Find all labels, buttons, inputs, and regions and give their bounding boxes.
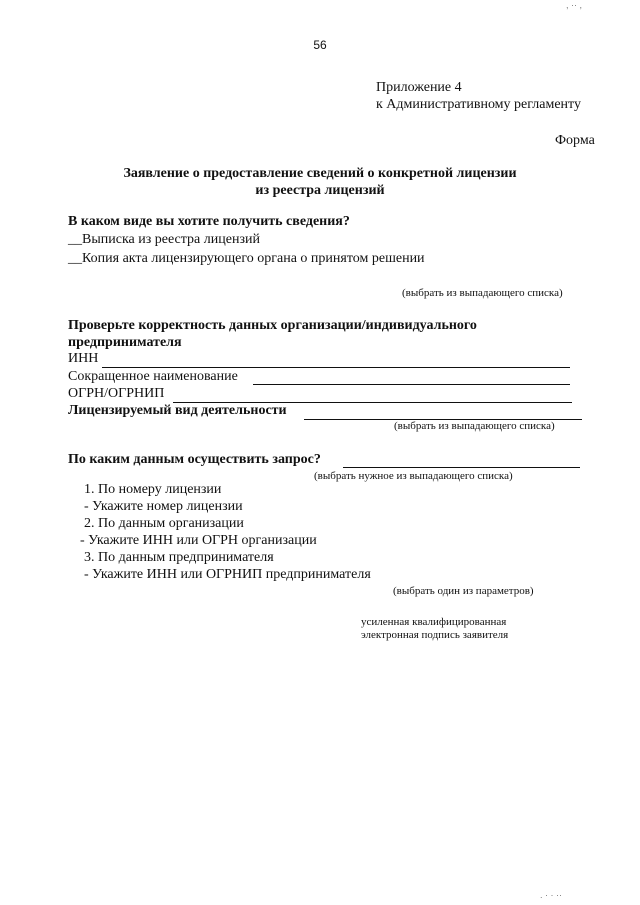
organization-instruction: - Укажите ИНН или ОГРН организации xyxy=(80,533,317,548)
short-name-label: Сокращенное наименование xyxy=(68,369,238,384)
section2-hint: (выбрать из выпадающего списка) xyxy=(394,420,555,432)
license-number-instruction: - Укажите номер лицензии xyxy=(84,499,243,514)
document-title-line-2: из реестра лицензий xyxy=(255,183,385,198)
section3-hint: (выбрать нужное из выпадающего списка) xyxy=(314,470,513,482)
signature-line-2: электронная подпись заявителя xyxy=(361,629,509,641)
activity-label: Лицензируемый вид деятельности xyxy=(68,403,287,418)
section3-heading: По каким данным осуществить запрос? xyxy=(68,452,321,467)
inn-label: ИНН xyxy=(68,351,99,366)
section2-heading-line-1: Проверьте корректность данных организации/индивидуального xyxy=(68,318,477,333)
document-title-line-1: Заявление о предоставление сведений о конкретной лицензии xyxy=(123,166,517,181)
ogrn-label: ОГРН/ОГРНИП xyxy=(68,386,165,401)
short-name-field[interactable] xyxy=(253,384,570,385)
page-number: 56 xyxy=(313,38,327,52)
section3-hint-2: (выбрать один из параметров) xyxy=(393,585,534,597)
inn-field[interactable] xyxy=(102,367,570,368)
appendix-line-1: Приложение 4 xyxy=(376,80,462,95)
option-act-copy[interactable]: __Копия акта лицензирующего органа о принятом решении xyxy=(68,251,425,266)
scan-artifact-bottom: . · · ·· xyxy=(540,890,562,900)
signature-line-1: усиленная квалифицированная xyxy=(361,616,507,628)
section1-hint: (выбрать из выпадающего списка) xyxy=(402,287,563,299)
form-label: Форма xyxy=(555,133,595,148)
query-type-dropdown[interactable] xyxy=(343,467,580,468)
query-option-license-number[interactable]: 1. По номеру лицензии xyxy=(84,482,222,497)
option-extract[interactable]: __Выписка из реестра лицензий xyxy=(68,232,260,247)
section2-heading-line-2: предпринимателя xyxy=(68,335,182,350)
entrepreneur-instruction: - Укажите ИНН или ОГРНИП предпринимателя xyxy=(84,567,371,582)
query-option-entrepreneur[interactable]: 3. По данным предпринимателя xyxy=(84,550,274,565)
scan-artifact-top: , ·· , xyxy=(566,0,582,10)
appendix-line-2: к Административному регламенту xyxy=(376,97,581,112)
section1-heading: В каком виде вы хотите получить сведения? xyxy=(68,214,350,229)
query-option-organization[interactable]: 2. По данным организации xyxy=(84,516,244,531)
